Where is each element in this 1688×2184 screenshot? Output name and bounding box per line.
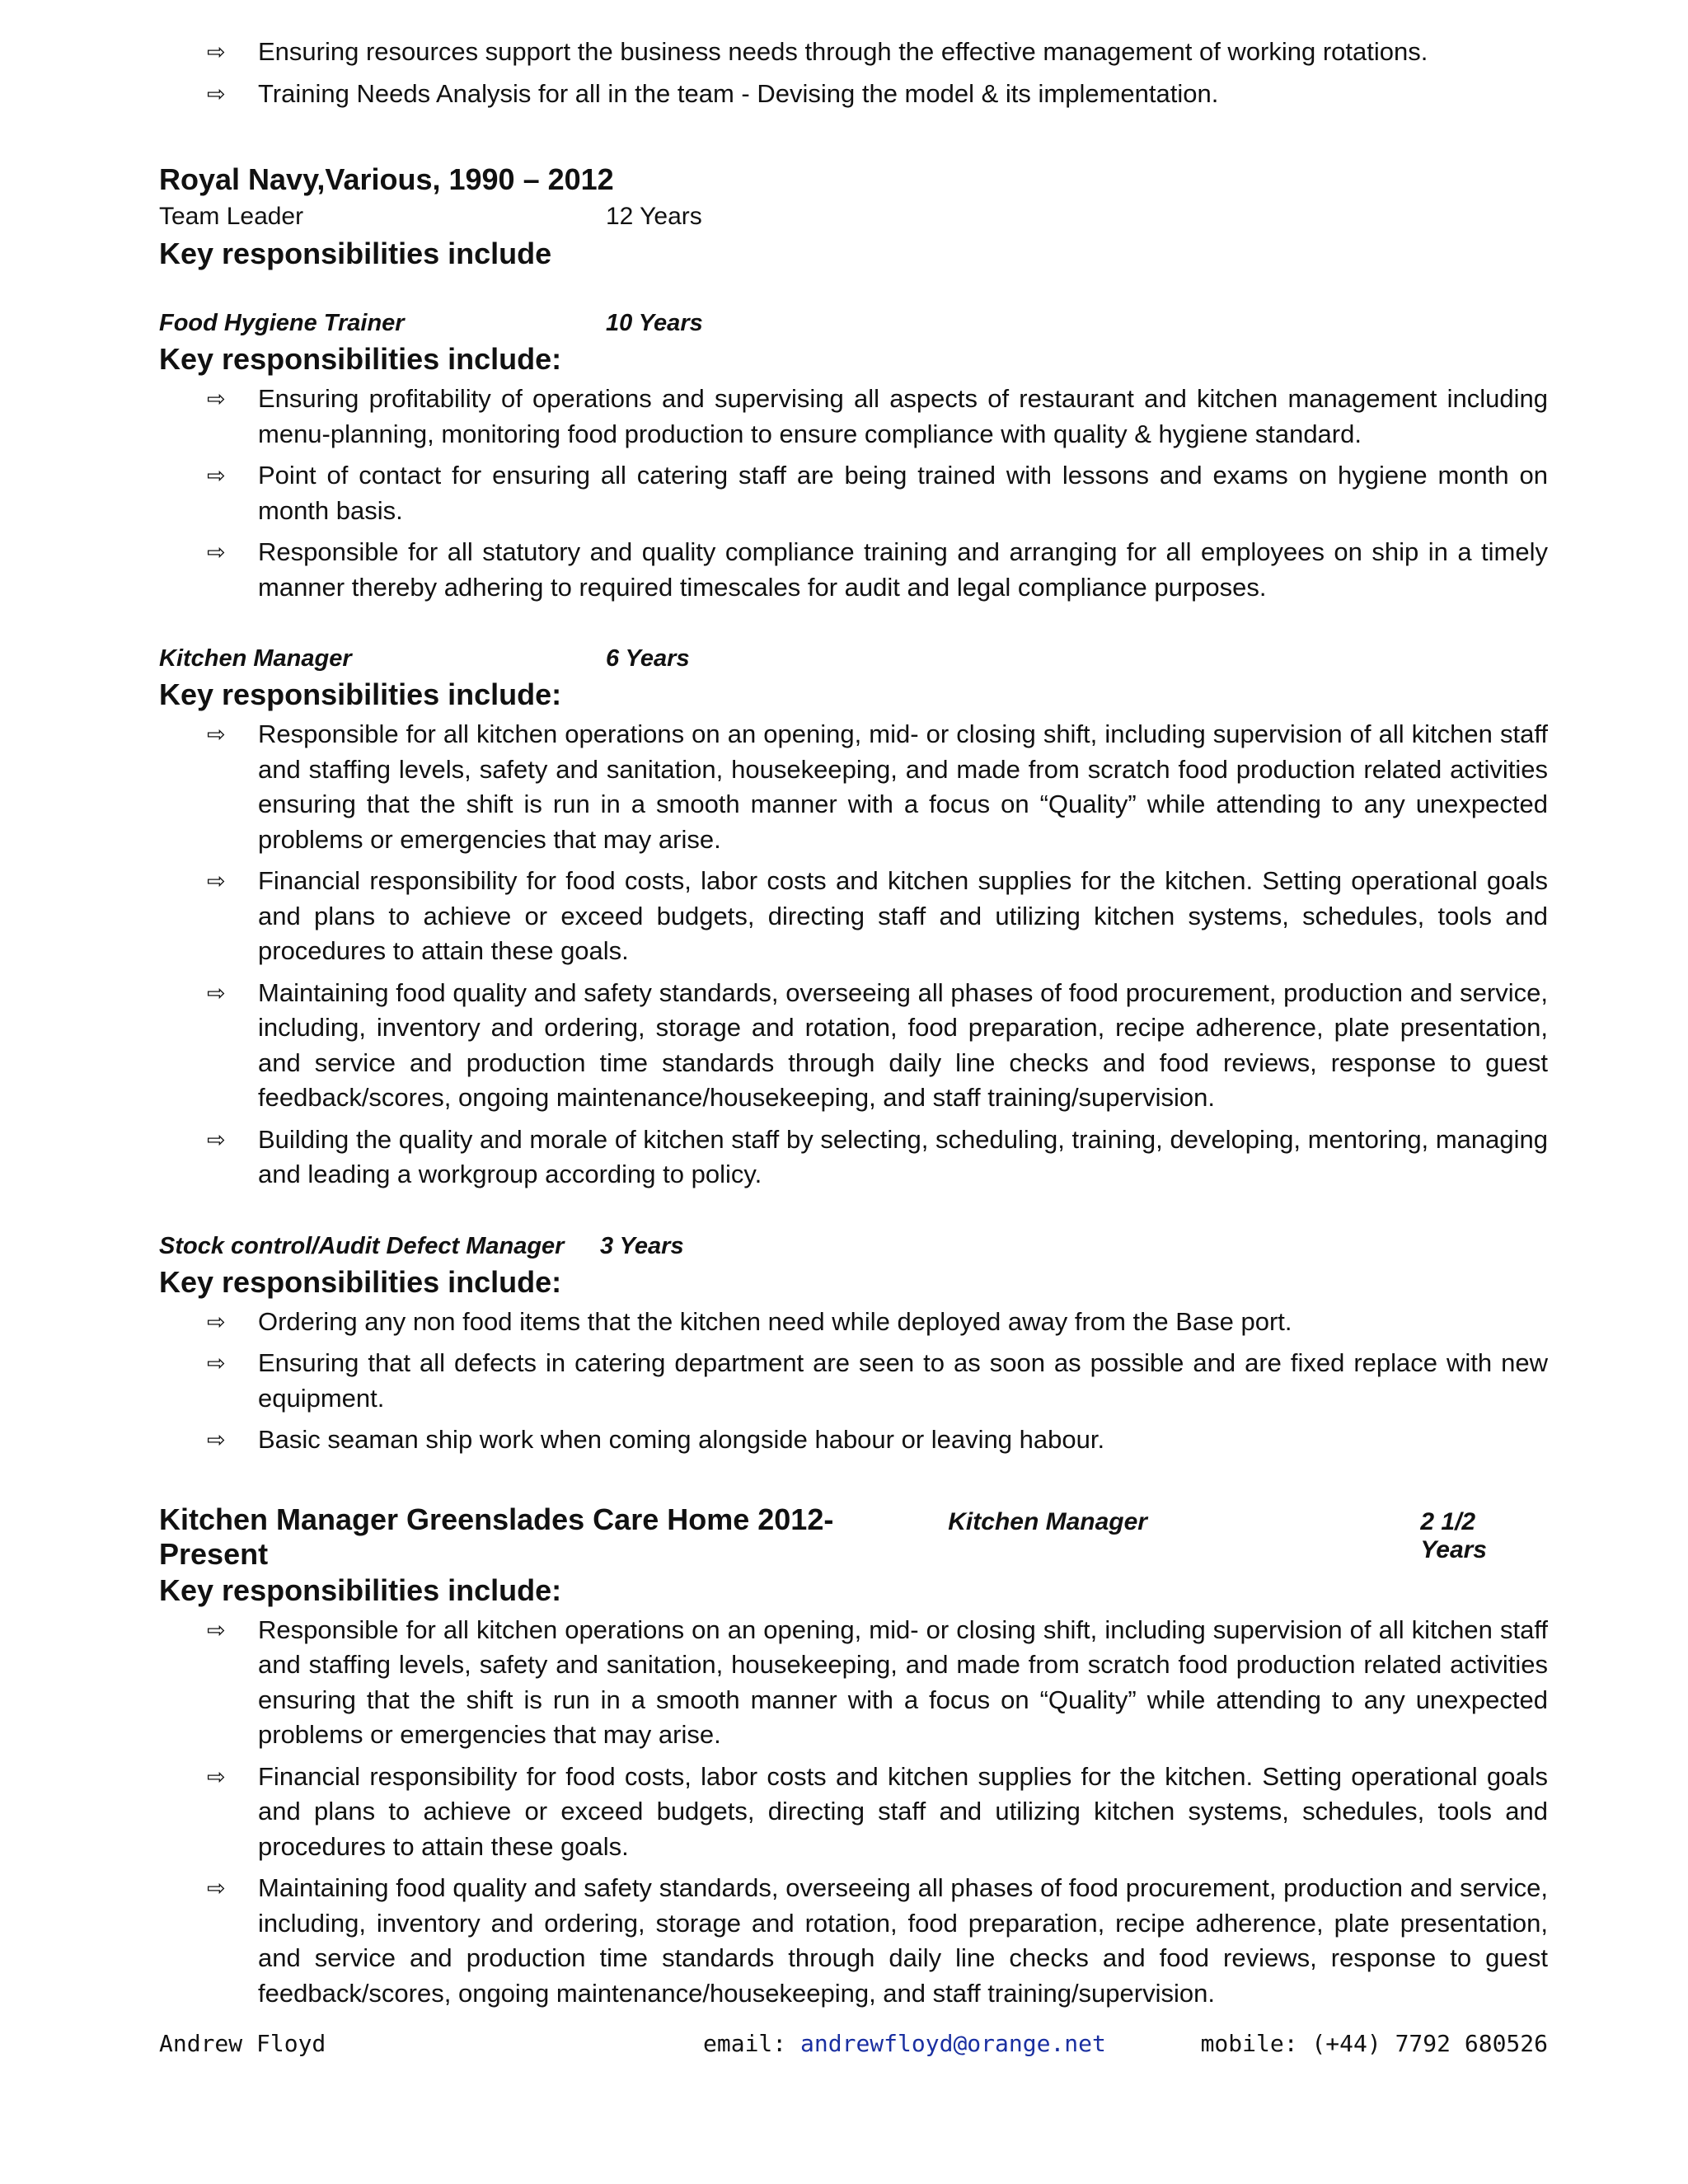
arrow-bullet-icon: ⇨	[207, 387, 226, 411]
footer-mobile: mobile: (+44) 7792 680526	[1200, 2030, 1548, 2057]
key-responsibilities-heading: Key responsibilities include:	[159, 1264, 562, 1299]
arrow-bullet-icon: ⇨	[207, 1617, 226, 1643]
email-link[interactable]: andrewfloyd@orange.net	[800, 2030, 1106, 2057]
list-item: ⇨ Financial responsibility for food costs, labor costs and kitchen supplies for the kitchen. Setting operational goals and plans to achieve or exceed budgets, directing staff and utilizing kitchen systems, schedules, tools and procedures to attain these goals.	[159, 864, 1548, 969]
arrow-bullet-icon: ⇨	[207, 1876, 226, 1900]
arrow-bullet-icon: ⇨	[207, 1427, 226, 1452]
list-item: ⇨ Ensuring that all defects in catering department are seen to as soon as possible and are fixed replace with new equipment.	[159, 1346, 1548, 1416]
role-food-hygiene-trainer: Food Hygiene Trainer 10 Years	[159, 310, 703, 336]
food-hygiene-bullet-list	[159, 382, 1548, 605]
team-leader-duration: 12 Years	[606, 203, 702, 230]
arrow-bullet-icon: ⇨	[207, 1127, 226, 1152]
arrow-bullet-icon: ⇨	[207, 81, 226, 106]
arrow-bullet-icon: ⇨	[207, 463, 226, 488]
arrow-bullet-icon: ⇨	[207, 1309, 226, 1334]
list-item: ⇨ Responsible for all statutory and quality compliance training and arranging for all employees on ship in a timely manner thereby adhering to required timescales for audit and legal compliance purposes.	[159, 535, 1548, 605]
list-item: ⇨ Point of contact for ensuring all catering staff are being trained with lessons and exams on hygiene month on month basis.	[159, 458, 1548, 528]
role-kitchen-manager: Kitchen Manager 6 Years	[159, 645, 690, 672]
royal-navy-heading: Royal Navy,Various, 1990 – 2012	[159, 162, 614, 196]
greenslades-heading-line	[159, 1502, 1548, 1572]
footer-email	[703, 2030, 1106, 2057]
list-item: ⇨ Financial responsibility for food costs, labor costs and kitchen supplies for the kitchen. Setting operational goals and plans to achieve or exceed budgets, directing staff and utilizing kitchen systems, schedules, tools and procedures to attain these goals.	[159, 1760, 1548, 1865]
list-item: ⇨ Basic seaman ship work when coming alongside habour or leaving habour.	[159, 1422, 1548, 1458]
arrow-bullet-icon: ⇨	[207, 869, 226, 893]
role-stock-control: Stock control/Audit Defect Manager 3 Years	[159, 1232, 684, 1259]
arrow-bullet-icon: ⇨	[207, 722, 226, 747]
team-leader-row	[159, 199, 1548, 235]
key-responsibilities-heading: Key responsibilities include:	[159, 677, 562, 711]
list-item: ⇨ Maintaining food quality and safety standards, overseeing all phases of food procurement, production and service, including, inventory and ordering, storage and rotation, food preparation, recipe adherence, plate presentation, and service and production time standards through daily line checks and food reviews, response to guest feedback/scores, ongoing maintenance/housekeeping, and staff training/supervision.	[159, 1871, 1548, 2011]
greenslades-bullet-list	[159, 1613, 1548, 2012]
stock-control-bullet-list	[159, 1305, 1548, 1458]
greenslades-role: Kitchen Manager	[948, 1507, 1147, 1535]
email-label: email:	[703, 2030, 787, 2057]
resume-page	[159, 35, 1548, 2018]
greenslades-duration: 2 1/2 Years	[1420, 1507, 1487, 1563]
team-leader-title: Team Leader	[159, 203, 304, 230]
list-item: ⇨ Responsible for all kitchen operations on an opening, mid- or closing shift, including supervision of all kitchen staff and staffing levels, safety and sanitation, housekeeping, and made from scratch food production related activities ensuring that the shift is run in a smooth manner with a focus on “Quality” while attending to any unexpected problems or emergencies that may arise.	[159, 717, 1548, 857]
list-item: ⇨ Maintaining food quality and safety standards, overseeing all phases of food procurement, production and service, including, inventory and ordering, storage and rotation, food preparation, recipe adherence, plate presentation, and service and production time standards through daily line checks and food reviews, response to guest feedback/scores, ongoing maintenance/housekeeping, and staff training/supervision.	[159, 976, 1548, 1116]
key-responsibilities-heading: Key responsibilities include:	[159, 342, 562, 376]
greenslades-heading: Kitchen Manager Greenslades Care Home 2012-Present	[159, 1502, 834, 1571]
list-item: ⇨ Responsible for all kitchen operations on an opening, mid- or closing shift, including supervision of all kitchen staff and staffing levels, safety and sanitation, housekeeping, and made from scratch food production related activities ensuring that the shift is run in a smooth manner with a focus on “Quality” while attending to any unexpected problems or emergencies that may arise.	[159, 1613, 1548, 1753]
key-responsibilities-heading: Key responsibilities include	[159, 237, 552, 270]
list-item: ⇨ Ordering any non food items that the kitchen need while deployed away from the Base port.	[159, 1305, 1548, 1340]
list-item: ⇨ Ensuring profitability of operations and supervising all aspects of restaurant and kitchen management including menu-planning, monitoring food production to ensure compliance with quality & hygiene standard.	[159, 382, 1548, 452]
intro-bullet-list	[159, 35, 1548, 111]
footer-name: Andrew Floyd	[159, 2030, 326, 2057]
arrow-bullet-icon: ⇨	[207, 1351, 226, 1376]
arrow-bullet-icon: ⇨	[207, 980, 226, 1005]
page-footer	[159, 2030, 1548, 2063]
list-item: ⇨ Training Needs Analysis for all in the team - Devising the model & its implementation.	[159, 77, 1548, 112]
key-responsibilities-heading: Key responsibilities include:	[159, 1572, 562, 1607]
list-item: ⇨ Ensuring resources support the business needs through the effective management of working rotations.	[159, 35, 1548, 70]
kitchen-manager-bullet-list	[159, 717, 1548, 1193]
list-item: ⇨ Building the quality and morale of kitchen staff by selecting, scheduling, training, developing, mentoring, managing and leading a workgroup according to policy.	[159, 1122, 1548, 1193]
arrow-bullet-icon: ⇨	[207, 40, 226, 64]
arrow-bullet-icon: ⇨	[207, 540, 226, 565]
arrow-bullet-icon: ⇨	[207, 1764, 226, 1789]
